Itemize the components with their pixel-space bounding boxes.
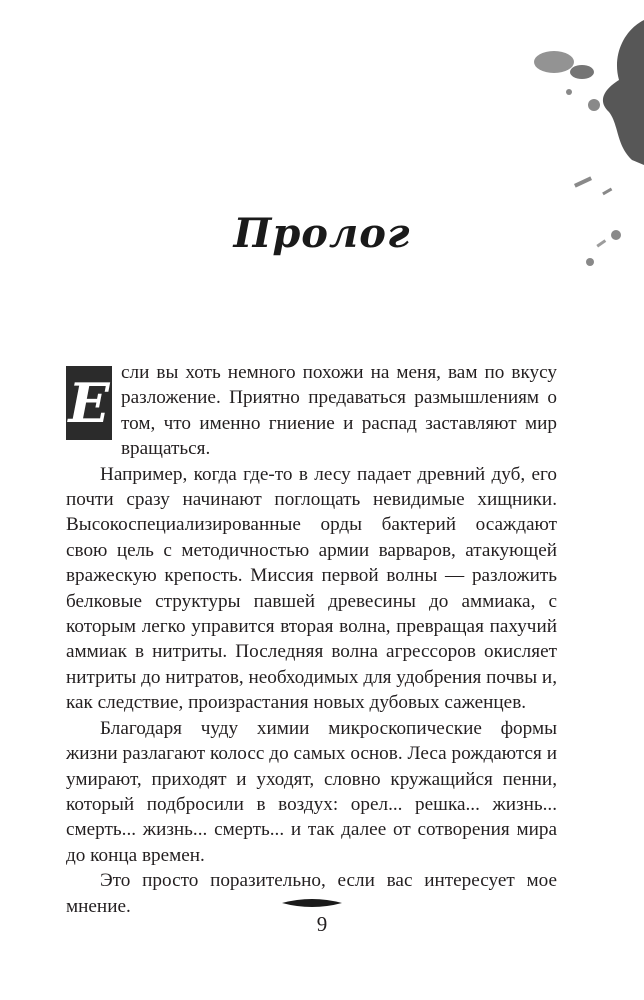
paragraph-1-text: сли вы хоть немного похожи на меня, вам по вкусу разложение. Приятно предаваться размышлениям о том, что именно гниение и распад заставляют мир вращаться.: [121, 362, 557, 460]
page-ornament: [282, 896, 342, 910]
paragraph-1: [66, 360, 557, 462]
drop-cap: Е: [66, 366, 112, 440]
paragraph-2: Например, когда где-то в лесу падает древний дуб, его почти сразу начинают поглощать невидимые хищники. Высокоспециализированные орды бактерий осаждают свою цель с методичностью армии варваров, атакующей вражескую крепость. Миссия первой волны — разложить белковые структуры павшей древесины до аммиака, с которым легко управится вторая волна, превращая пахучий аммиак в нитриты. Последняя волна агрессоров окисляет нитриты до нитратов, необходимых для удобрения почвы и, как следствие, произрастания новых дубовых саженцев.: [66, 463, 557, 714]
paragraph-3: Благодаря чуду химии микроскопические формы жизни разлагают колосс до самых основ. Леса рождаются и умирают, приходят и уходят, словно кружащийся пенни, который подбросили в воздух: орел... решка... жизнь... смерть... жизнь... смерть... и так далее от сотворения мира до конца времен.: [66, 717, 557, 866]
page-number: 9: [316, 912, 328, 936]
body-text: [66, 360, 557, 919]
paragraph-4: Это просто поразительно, если вас интересует мое мнение.: [66, 870, 557, 917]
chapter-title: Пролог: [233, 210, 411, 257]
